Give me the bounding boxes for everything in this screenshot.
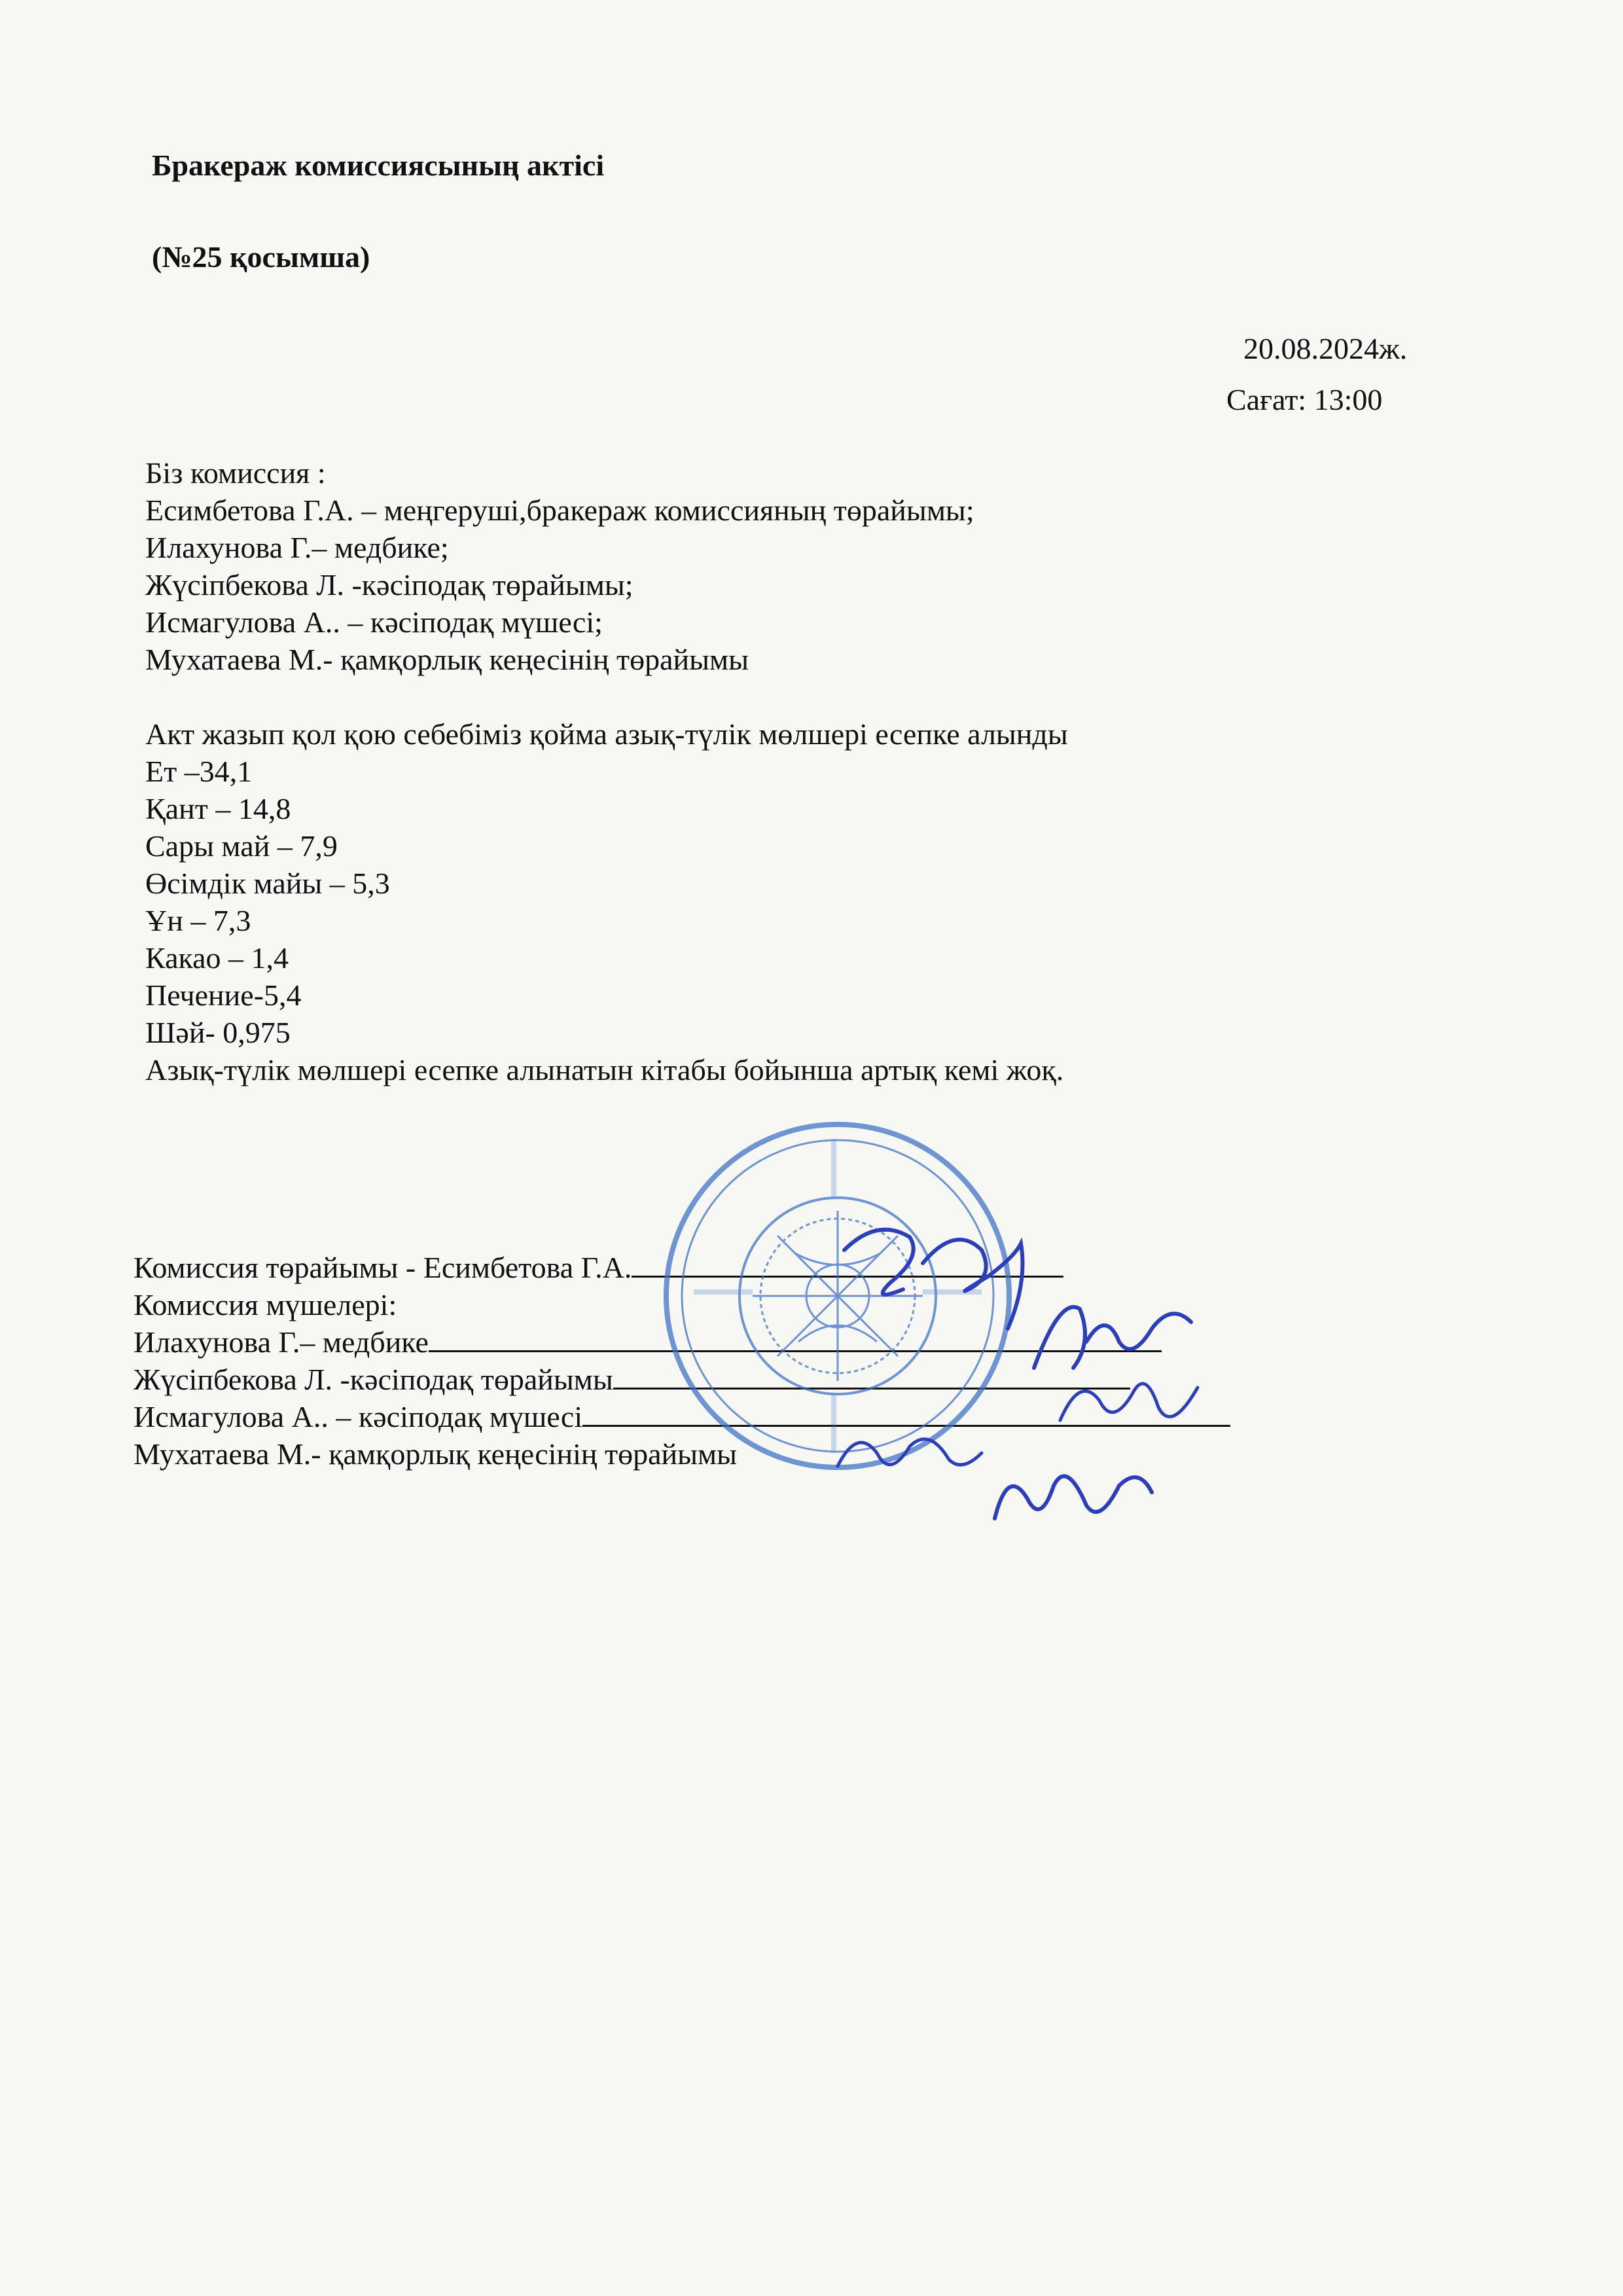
intro-line: Біз комиссия :: [145, 456, 326, 490]
members-label: Комиссия мүшелері:: [134, 1288, 397, 1321]
inventory-item: Өсімдік майы – 5,3: [145, 867, 390, 900]
member-signature-icon: [825, 1414, 995, 1492]
member-signature-line: Илахунова Г.– медбике: [134, 1323, 1230, 1361]
document-time: Сағат: 13:00: [1226, 383, 1383, 416]
inventory-item: Ет –34,1: [145, 755, 253, 788]
act-statement: Акт жазып қол қою себебіміз қойма азық-түлік мөлшері есепке алынды: [145, 717, 1068, 751]
member-line: Исмагулова А.. – кәсіподақ мүшесі;: [145, 605, 603, 639]
member-line: Жүсіпбекова Л. -кәсіподақ төрайымы;: [145, 568, 633, 601]
inventory-item: Какао – 1,4: [145, 941, 289, 975]
inventory-item: Қант – 14,8: [145, 792, 291, 825]
member-signature-icon: [1047, 1355, 1217, 1446]
member-signature-icon: [982, 1440, 1165, 1545]
member-line: Есимбетова Г.А. – меңгеруші,бракераж комиссияның төрайымы;: [145, 493, 974, 527]
member-signature-line: Мухатаева М.- қамқорлық кеңесінің төрайымы: [134, 1437, 738, 1471]
document-date: 20.08.2024ж.: [1243, 332, 1408, 365]
document-title: Бракераж комиссиясының актісі: [152, 149, 605, 182]
chair-signature-line: Комиссия төрайымы - Есимбетова Г.А.: [134, 1249, 1230, 1286]
inventory-item: Печение-5,4: [145, 978, 302, 1012]
member-line: Илахунова Г.– медбике;: [145, 531, 449, 564]
member-line: Мухатаева М.- қамқорлық кеңесінің төрайымы: [145, 643, 749, 676]
annex-number: (№25 қосымша): [152, 240, 370, 274]
conclusion-line: Азық-түлік мөлшері есепке алынатын кітабы бойынша артық кемі жоқ.: [145, 1053, 1064, 1086]
member-signature-line: Исмагулова А.. – кәсіподақ мүшесі: [134, 1398, 1230, 1435]
inventory-item: Ұн – 7,3: [145, 904, 251, 937]
document-body: [145, 454, 1068, 1088]
member-signature-line: Жүсіпбекова Л. -кәсіподақ төрайымы: [134, 1361, 1230, 1398]
inventory-item: Шәй- 0,975: [145, 1016, 291, 1049]
inventory-item: Сары май – 7,9: [145, 829, 338, 863]
